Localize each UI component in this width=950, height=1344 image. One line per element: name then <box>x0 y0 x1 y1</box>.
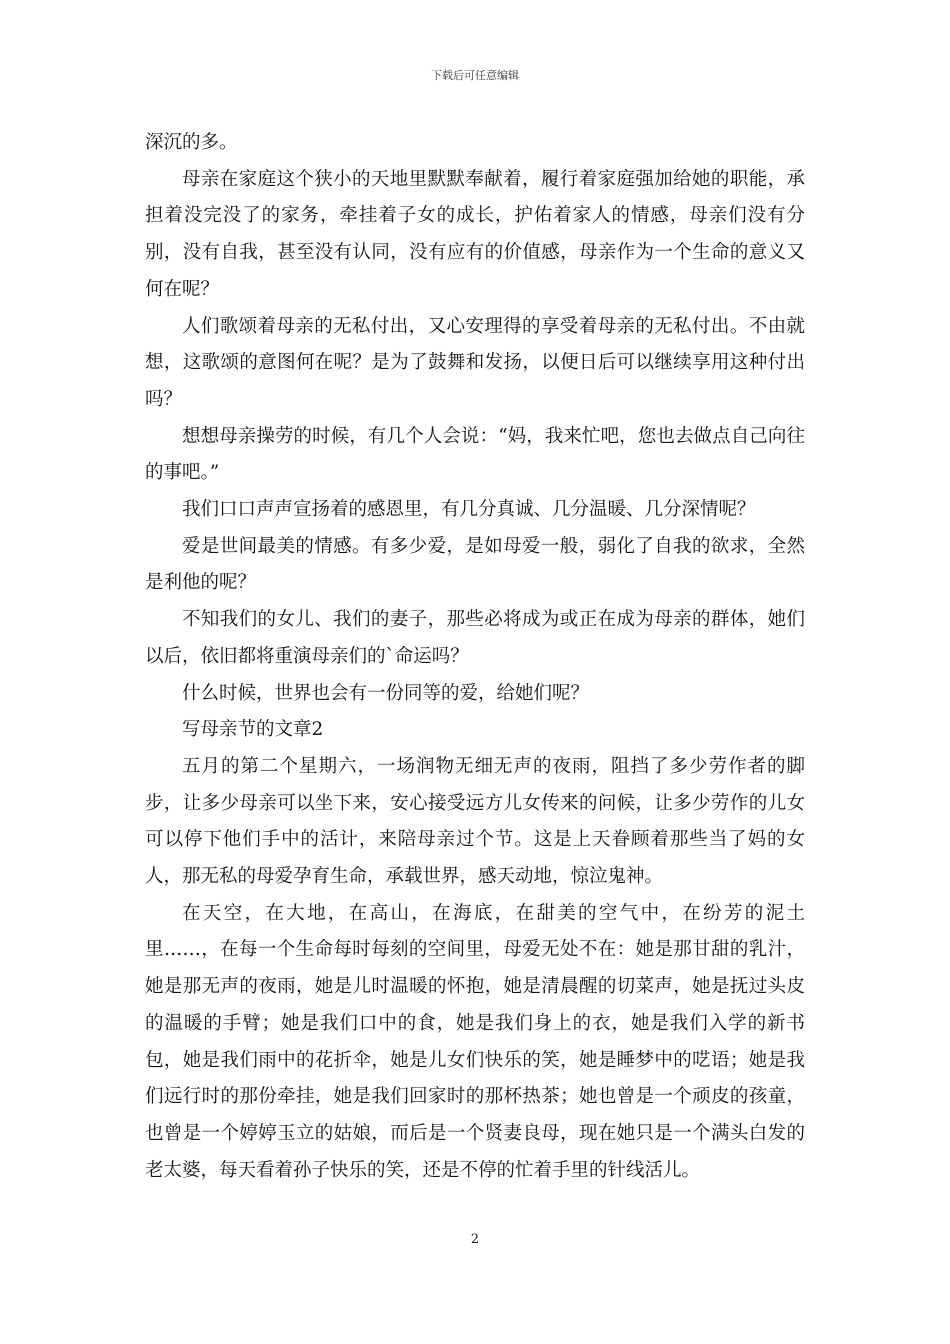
paragraph-4: 想想母亲操劳的时候，有几个人会说：“妈，我来忙吧，您也去做点自己向往的事吧。” <box>145 425 805 484</box>
page-number: 2 <box>470 1232 480 1247</box>
paragraph-10: 五月的第二个星期六，一场润物无细无声的夜雨，阻挡了多少劳作者的脚步，让多少母亲可以坐下来，安心接受远方儿女传来的问候，让多少劳作的儿女可以停下他们手中的活计，来陪母亲过个节。这是上天眷顾着那些当了妈的女人，那无私的母爱孕育生命，承载世界，感天动地，惊泣鬼神。 <box>145 755 805 888</box>
document-body <box>145 125 805 1189</box>
page-header: 下载后可任意编辑 <box>431 69 519 82</box>
paragraph-1: 深沉的多。 <box>145 132 238 153</box>
paragraph-3: 人们歌颂着母亲的无私付出，又心安理得的享受着母亲的无私付出。不由就想，这歌颂的意图何在呢？是为了鼓舞和发扬，以便日后可以继续享用这种付出吗？ <box>145 315 805 410</box>
section-heading: 写母亲节的文章2 <box>182 719 324 741</box>
paragraph-7: 不知我们的女儿、我们的妻子，那些必将成为或正在成为母亲的群体，她们以后，依旧都将重演母亲们的`命运吗？ <box>145 609 805 667</box>
paragraph-2: 母亲在家庭这个狭小的天地里默默奉献着，履行着家庭强加给她的职能，承担着没完没了的家务，牵挂着子女的成长，护佑着家人的情感，母亲们没有分别，没有自我，甚至没有认同，没有应有的价值感，母亲作为一个生命的意义又何在呢？ <box>145 168 805 300</box>
paragraph-5: 我们口口声声宣扬着的感恩里，有几分真诚、几分温暖、几分深情呢？ <box>182 499 756 521</box>
paragraph-6: 爱是世间最美的情感。有多少爱，是如母爱一般，弱化了自我的欲求，全然是利他的呢？ <box>145 535 805 594</box>
paragraph-8: 什么时候，世界也会有一份同等的爱，给她们呢？ <box>182 682 590 704</box>
paragraph-11: 在天空，在大地，在高山，在海底，在甜美的空气中，在纷芳的泥土里……，在每一个生命每时每刻的空间里，母爱无处不在：她是那甘甜的乳汁，她是那无声的夜雨，她是儿时温暖的怀抱，她是清晨醒的切菜声，她是抚过头皮的温暖的手臂；她是我们口中的食，她是我们身上的衣，她是我们入学的新书包，她是我们雨中的花折伞，她是儿女们快乐的笑，她是睡梦中的呓语；她是我们远行时的那份牵挂，她是我们回家时的那杯热茶；她也曾是一个顽皮的孩童，也曾是一个婷婷玉立的姑娘，而后是一个贤妻良母，现在她只是一个满头白发的老太婆，每天看着孙子快乐的笑，还是不停的忙着手里的针线活儿。 <box>145 902 805 1181</box>
